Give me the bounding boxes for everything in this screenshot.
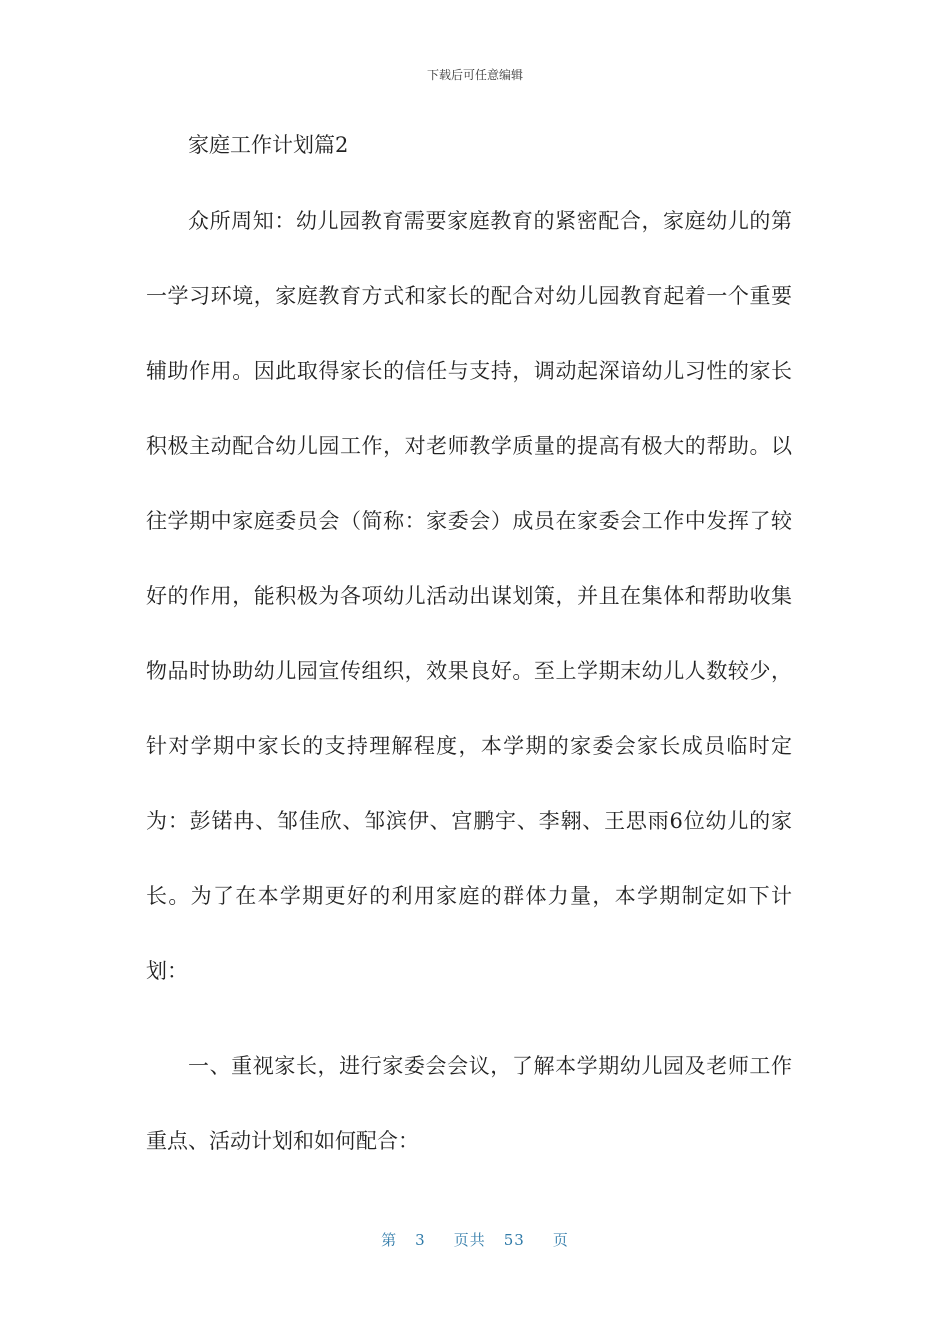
page-current: 3 — [415, 1231, 426, 1249]
paragraph-section-one: 一、重视家长，进行家委会会议，了解本学期幼儿园及老师工作重点、活动计划和如何配合： — [146, 1053, 792, 1153]
paragraph-intro: 众所周知：幼儿园教育需要家庭教育的紧密配合，家庭幼儿的第一学习环境，家庭教育方式和家长的配合对幼儿园教育起着一个重要辅助作用。因此取得家长的信任与支持，调动起深谙幼儿习性的家长积极主动配合幼儿园工作，对老师教学质量的提高有极大的帮助。以往学期中家庭委员会（简称：家委会）成员在家委会工作中发挥了较好的作用，能积极为各项幼儿活动出谋划策，并且在集体和帮助收集物品时协助幼儿园宣传组织，效果良好。至上学期末幼儿人数较少，针对学期中家长的支持理解程度，本学期的家委会家长成员临时定为：彭锘冉、邹佳欣、邹滨伊、宫鹏宇、李翱、王思雨6位幼儿的家长。为了在本学期更好的利用家庭的群体力量，本学期制定如下计划： — [146, 209, 792, 983]
page-header — [0, 66, 950, 83]
header-text: 下载后可任意编辑 — [426, 68, 523, 82]
document-title: 家庭工作计划篇2 — [188, 133, 349, 157]
page-mid: 页共 — [453, 1231, 486, 1249]
page-prefix: 第 — [381, 1231, 398, 1249]
document-body — [146, 127, 792, 1216]
page-footer — [0, 1229, 950, 1250]
page-suffix: 页 — [552, 1231, 569, 1249]
page-total: 53 — [503, 1231, 525, 1249]
